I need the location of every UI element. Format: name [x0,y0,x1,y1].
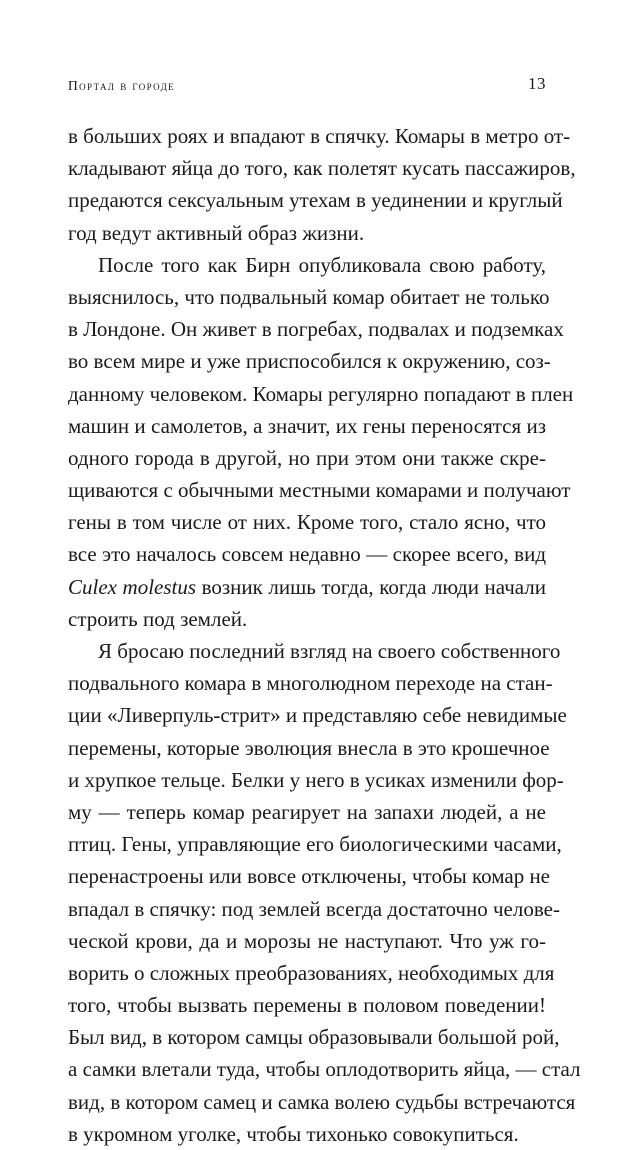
text-line: му — теперь комар реагирует на запахи людей, а не [68,799,546,824]
text-line: и хрупкое тельце. Белки у него в усиках изменили фор- [68,767,564,792]
text-line: подвального комара в многолюдном переходе на стан- [68,671,553,696]
species-name: Culex molestus [68,574,197,599]
text-line: перемены, которые эволюция внесла в это крошечное [68,735,550,760]
text-line: предаются сексуальным утехам в уединении и круглый [68,188,563,213]
text-line: кладывают яйца до того, как полетят кусать пассажиров, [68,156,576,181]
text-line: гены в том числе от них. Кроме того, стало ясно, что [68,510,546,535]
text-line: выяснилось, что подвальный комар обитает не только [68,284,550,309]
text-line: год ведут активный образ жизни. [68,220,365,245]
paragraph-first-line: Я бросаю последний взгляд на своего собственного [98,639,561,663]
running-head-title: Портал в городе [68,78,176,93]
text-line: ворить о сложных преобразованиях, необходимых для [68,960,555,985]
text-line-rest: возник лишь тогда, когда люди начали [201,574,547,599]
text-line: в больших роях и впадают в спячку. Комары в метро от- [68,124,571,148]
text-line: в Лондоне. Он живет в погребах, подвалах и подземках [68,317,564,342]
text-line: впадал в спячку: под землей всегда достаточно челове- [68,896,560,921]
text-line-with-species [68,571,546,603]
text-line: ческой крови, да и морозы не наступают. Что уж го- [68,928,546,953]
text-line: щиваются с обычными местными комарами и получают [68,478,571,503]
text-line: перенастроены или вовсе отключены, чтобы комар не [68,864,551,889]
text-line: в укромном уголке, чтобы тихонько совокупиться. [68,1121,519,1146]
text-line: ции «Ливерпуль-стрит» и представляю себе невидимые [68,703,567,728]
text-line: Был вид, в котором самцы образовывали большой рой, [68,1025,560,1050]
paragraph-first-line: После того как Бирн опубликовала свою работу, [98,252,546,277]
text-line: машин и самолетов, а значит, их гены переносятся из [68,413,546,438]
text-line: птиц. Гены, управляющие его биологическими часами, [68,832,562,857]
page-number: 13 [528,74,546,93]
text-line: вид, в котором самец и самка волею судьбы встречаются [68,1089,576,1114]
text-line: во всем мире и уже приспособился к окружению, соз- [68,349,551,374]
text-line: данному человеком. Комары регулярно попадают в плен [68,381,574,406]
text-line: одного города в другой, но при этом они также скре- [68,445,546,470]
text-line: а самки влетали туда, чтобы оплодотворить яйца, — стал [68,1057,581,1082]
body-text [68,120,581,1150]
text-line: строить под землей. [68,606,248,631]
text-line: все это началось совсем недавно — скорее всего, вид [68,542,546,567]
text-line: того, чтобы вызвать перемены в половом поведении! [68,993,546,1018]
